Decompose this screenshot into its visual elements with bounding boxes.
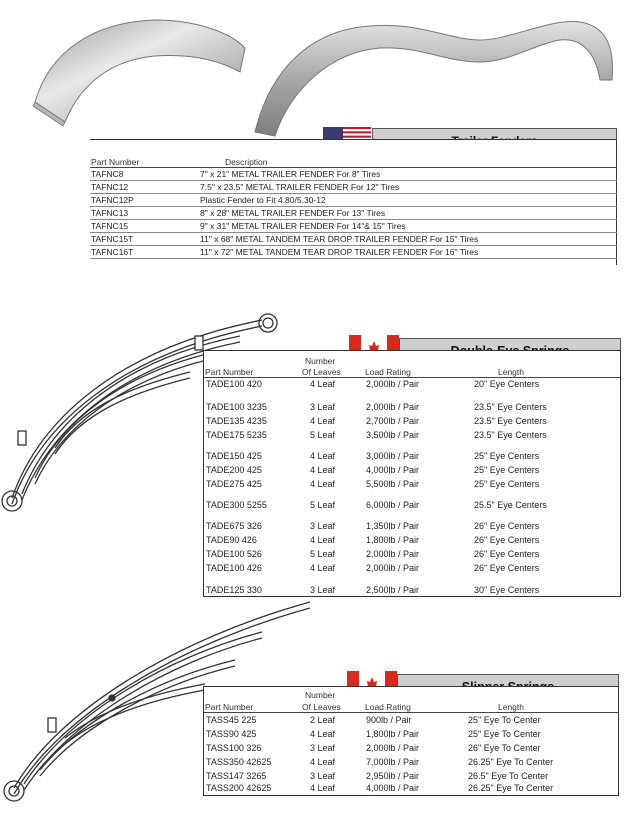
leaves: 4 Leaf: [310, 479, 336, 489]
length: 23.5" Eye Centers: [474, 430, 547, 440]
load-rating: 1,800lb / Pair: [366, 729, 420, 739]
load-rating: 2,500lb / Pair: [366, 585, 420, 595]
load-rating: 1,350lb / Pair: [366, 521, 420, 531]
part-number: TADE100 426: [206, 563, 262, 573]
length: 25" Eye Centers: [474, 465, 540, 475]
length: 26" Eye Centers: [474, 549, 540, 559]
leaves: 4 Leaf: [310, 783, 336, 793]
part-number: TAFNC15T: [91, 234, 134, 244]
load-rating: 4,000lb / Pair: [366, 783, 420, 793]
slipper-header-rule: [203, 712, 619, 713]
fenders-col-part: Part Number: [91, 157, 140, 167]
row-rule: [90, 180, 617, 181]
part-number: TADE100 526: [206, 549, 262, 559]
slipper-col-leaves-1: Number: [305, 690, 336, 700]
part-number: TAFNC13: [91, 208, 129, 218]
part-number: TADE175 5235: [206, 430, 267, 440]
leaves: 5 Leaf: [310, 430, 336, 440]
leaves: 2 Leaf: [310, 715, 336, 725]
load-rating: 2,950lb / Pair: [366, 771, 420, 781]
part-number: TAFNC12: [91, 182, 129, 192]
slipper-col-length: Length: [498, 702, 524, 712]
part-number: TADE150 425: [206, 451, 262, 461]
row-rule: [90, 245, 617, 246]
row-rule: [90, 193, 617, 194]
leaves: 4 Leaf: [310, 729, 336, 739]
description: Plastic Fender to Fit 4.80/5.30-12: [200, 195, 326, 205]
part-number: TASS200 42625: [206, 783, 272, 793]
part-number: TASS90 425: [206, 729, 257, 739]
description: 11" x 72" METAL TANDEM TEAR DROP TRAILER FENDER For 16" Tires: [200, 247, 479, 257]
length: 26" Eye Centers: [474, 563, 540, 573]
double-eye-col-load: Load Rating: [365, 367, 411, 377]
double-eye-header-rule: [203, 377, 621, 378]
row-rule: [90, 206, 617, 207]
description: 8" x 28" METAL TRAILER FENDER For 13" Tires: [200, 208, 386, 218]
fenders-header-rule: [90, 167, 617, 168]
load-rating: 2,700lb / Pair: [366, 416, 420, 426]
double-eye-col-leaves-2: Of Leaves: [302, 367, 341, 377]
part-number: TADE200 425: [206, 465, 262, 475]
leaves: 4 Leaf: [310, 563, 336, 573]
double-eye-col-leaves-1: Number: [305, 356, 336, 366]
length: 26" Eye Centers: [474, 521, 540, 531]
length: 25" Eye Centers: [474, 479, 540, 489]
part-number: TADE300 5255: [206, 500, 267, 510]
leaves: 3 Leaf: [310, 743, 336, 753]
description: 9" x 31" METAL TRAILER FENDER For 14"& 15" Tires: [200, 221, 406, 231]
load-rating: 2,000lb / Pair: [366, 402, 420, 412]
load-rating: 3,000lb / Pair: [366, 451, 420, 461]
row-rule: [90, 219, 617, 220]
part-number: TAFNC15: [91, 221, 129, 231]
part-number: TAFNC8: [91, 169, 124, 179]
part-number: TADE135 4235: [206, 416, 267, 426]
slipper-col-leaves-2: Of Leaves: [302, 702, 341, 712]
part-number: TADE90 426: [206, 535, 257, 545]
load-rating: 2,000lb / Pair: [366, 549, 420, 559]
load-rating: 7,000lb / Pair: [366, 757, 420, 767]
slipper-col-part: Part Number: [205, 702, 254, 712]
length: 25" Eye Centers: [474, 451, 540, 461]
leaves: 4 Leaf: [310, 535, 336, 545]
part-number: TADE100 420: [206, 379, 262, 389]
part-number: TAFNC16T: [91, 247, 134, 257]
length: 23.5" Eye Centers: [474, 402, 547, 412]
load-rating: 2,000lb / Pair: [366, 563, 420, 573]
fenders-col-desc: Description: [225, 157, 268, 167]
description: 11" x 68" METAL TANDEM TEAR DROP TRAILER FENDER For 15" Tires: [200, 234, 479, 244]
load-rating: 4,000lb / Pair: [366, 465, 420, 475]
tandem-fender-image: [250, 0, 620, 140]
leaves: 5 Leaf: [310, 549, 336, 559]
description: 7" x 21" METAL TRAILER FENDER For 8" Tires: [200, 169, 381, 179]
load-rating: 1,800lb / Pair: [366, 535, 420, 545]
part-number: TASS100 326: [206, 743, 262, 753]
single-fender-image: [25, 10, 255, 130]
length: 25" Eye To Center: [468, 729, 541, 739]
part-number: TAFNC12P: [91, 195, 134, 205]
double-eye-col-length: Length: [498, 367, 524, 377]
part-number: TASS147 3265: [206, 771, 267, 781]
length: 26.25" Eye To Center: [468, 757, 554, 767]
load-rating: 6,000lb / Pair: [366, 500, 420, 510]
length: 25.5" Eye Centers: [474, 500, 547, 510]
length: 25" Eye To Center: [468, 715, 541, 725]
leaves: 5 Leaf: [310, 500, 336, 510]
leaves: 4 Leaf: [310, 416, 336, 426]
length: 26" Eye To Center: [468, 743, 541, 753]
leaves: 4 Leaf: [310, 757, 336, 767]
length: 23.5" Eye Centers: [474, 416, 547, 426]
row-rule: [90, 258, 617, 259]
part-number: TASS350 42625: [206, 757, 272, 767]
leaves: 3 Leaf: [310, 521, 336, 531]
leaves: 3 Leaf: [310, 771, 336, 781]
double-eye-col-part: Part Number: [205, 367, 254, 377]
load-rating: 5,500lb / Pair: [366, 479, 420, 489]
leaves: 3 Leaf: [310, 585, 336, 595]
length: 26.5" Eye To Center: [468, 771, 549, 781]
load-rating: 2,000lb / Pair: [366, 743, 420, 753]
leaves: 4 Leaf: [310, 465, 336, 475]
slipper-col-load: Load Rating: [365, 702, 411, 712]
load-rating: 900lb / Pair: [366, 715, 412, 725]
load-rating: 2,000lb / Pair: [366, 379, 420, 389]
part-number: TASS45 225: [206, 715, 257, 725]
length: 20" Eye Centers: [474, 379, 540, 389]
leaves: 4 Leaf: [310, 451, 336, 461]
length: 30" Eye Centers: [474, 585, 540, 595]
leaves: 3 Leaf: [310, 402, 336, 412]
part-number: TADE100 3235: [206, 402, 267, 412]
part-number: TADE675 326: [206, 521, 262, 531]
length: 26" Eye Centers: [474, 535, 540, 545]
load-rating: 3,500lb / Pair: [366, 430, 420, 440]
row-rule: [90, 232, 617, 233]
leaves: 4 Leaf: [310, 379, 336, 389]
description: 7.5" x 23.5" METAL TRAILER FENDER For 12" Tires: [200, 182, 400, 192]
length: 26.25" Eye To Center: [468, 783, 554, 793]
part-number: TADE275 425: [206, 479, 262, 489]
part-number: TADE125 330: [206, 585, 262, 595]
